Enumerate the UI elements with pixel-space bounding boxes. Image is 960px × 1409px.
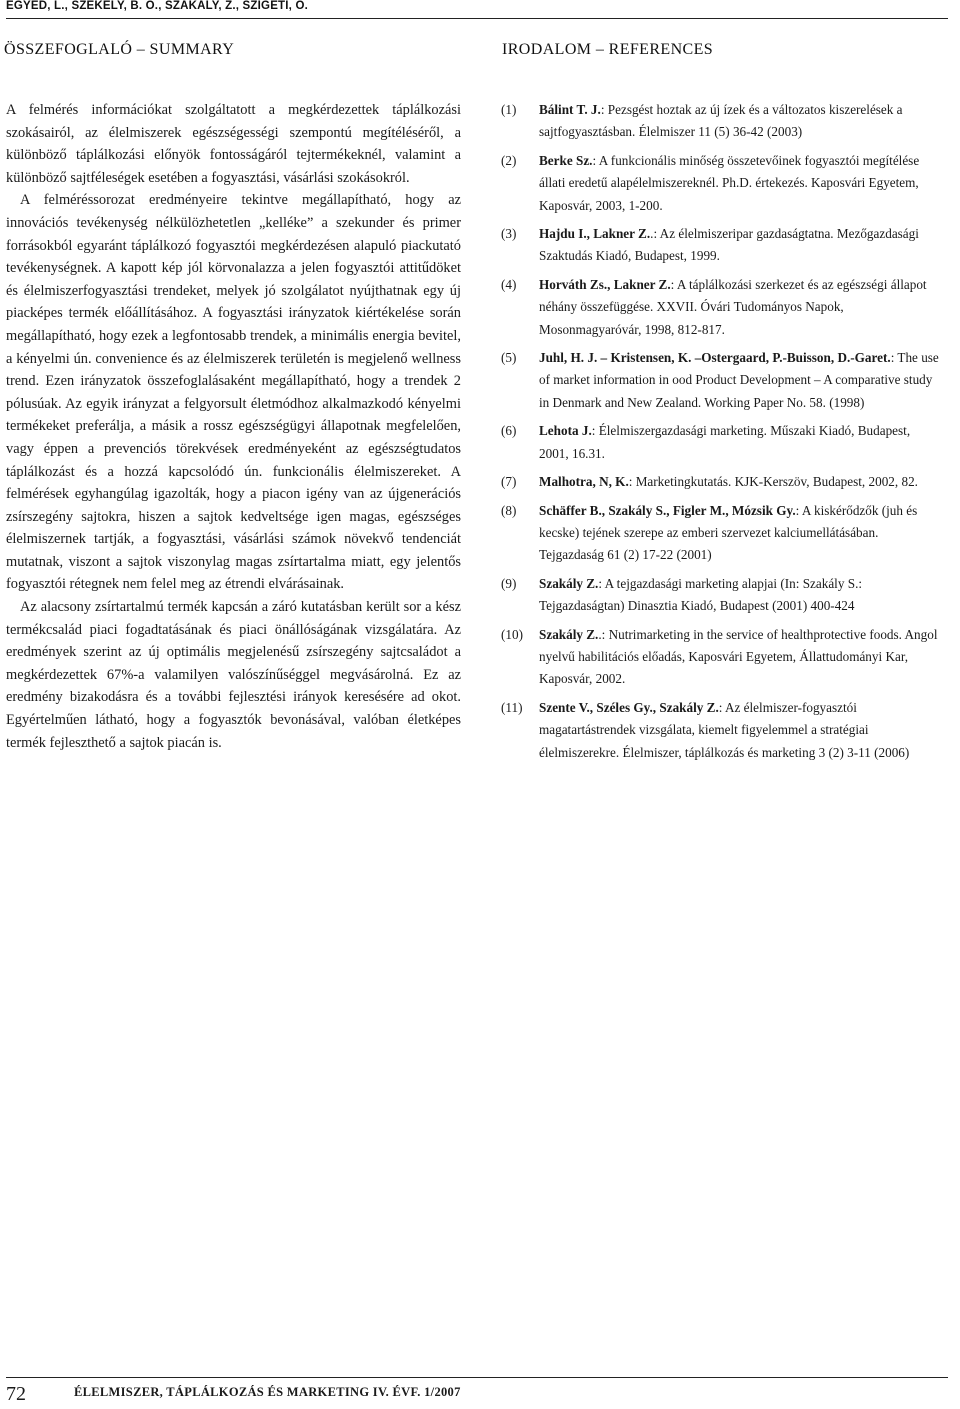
reference-body (539, 150, 941, 217)
summary-paragraph: Az alacsony zsírtartalmú termék kapcsán a záró kutatásban került sor a kész termékcsalád piaci fogadtatásának és piaci önállóságának vizsgálatára. Az eredmények szerint az új optimális megjelenésű zsírszegény sajtcsaládot a megkérdezettek 67%-a valamilyen valószínűséggel megvásárolná. Ez az eredmény bizakodásra és a további fejlesztési irányok keresésére ad okot. Egyértelműen látható, hogy a fogyasztók bevonásával, valóban életképes termék fejleszthető a sajtok piacán is. (6, 599, 461, 751)
reference-body (539, 347, 941, 414)
reference-text: : Pezsgést hoztak az új ízek és a változatos kiszerelések a sajtfogyasztásban. Élelmiszer 11 (5) 36-42 (2003) (539, 102, 903, 140)
header-rule (6, 18, 948, 19)
reference-item (501, 99, 941, 144)
reference-number: (7) (501, 474, 517, 490)
reference-body (539, 471, 941, 493)
reference-text: : A táplálkozási szerkezet és az egészségi állapot néhány összefüggése. XXVII. Óvári Tudományos Napok, Mosonmagyaróvár, 1998, 812-817. (539, 276, 927, 337)
reference-text: : Marketingkutatás. KJK-Kerszöv, Budapest, 2002, 82. (628, 474, 918, 490)
summary-paragraph: A felmérés információkat szolgáltatott a megkérdezettek táplálkozási szokásairól, az élelmiszerek egészségességi szempontú megítéléséről, a különböző táplálkozási előnyök fontosságáról tejtermékeknél, valamint a különböző sajtféleségek esetében a fogyasztási, vásárlási szokásokról. (6, 102, 461, 186)
reference-number: (5) (501, 350, 517, 366)
reference-number: (2) (501, 152, 517, 168)
summary-paragraph: A felméréssorozat eredményeire tekintve megállapítható, hogy az innovációs tevékenység nélkülözhetetlen „kelléke” a szekunder és primer forrásokból egyaránt táplálkozó fogyasztói megkérdezésen alapuló piackutató tevékenységnek. A kapott kép jól körvonalazza a jelen fogyasztói attitűdöket és élelmiszerfogyasztási trendeket, melyek jó szolgálatot nyújthatnak egy új piacképes termék előállításához. A fogyasztási irányzatok kiértékelése során megállapítható, hogy ezek a legfontosabb trendek, a minimális energia bevitel, a kényelmi ún. convenience és az élelmiszerek területén is megjelenő wellness trend. Ezen irányzatok összefoglalásaként megállapítható, hogy a trendek 2 pólusúak. Az egyik irányzat a felgyorsult életmódhoz alkalmazkodó kényelmi termékeket preferálja, a másik a rossz egészségügyi állapotnak megfelelően, vagy éppen a prevenciós törekvések eredményeként az egészségtudatos táplálkozást és a hozzá kapcsolódó ún. funkcionális élelmiszereket. A felmérések egyhangúlag igazolták, hogy a piacon igény van az újgenerációs zsírszegény sajtokra, hiszen a sajtok kedveltsége igen magas, egészséges élelmiszernek tartják, a fogyasztási, vásárlási számok növekvő tendenciát mutatnak, viszont a sajtok viszonylag magas zsírtartalma miatt, egy jelentős fogyasztói rétegnek nem felel meg az étrendi elvárásainak. (6, 192, 461, 593)
reference-item (501, 624, 941, 691)
reference-authors: Szakály Z. (539, 626, 599, 642)
reference-body (539, 223, 941, 268)
reference-authors: Horváth Zs., Lakner Z. (539, 276, 671, 292)
reference-number: (3) (501, 226, 517, 242)
reference-text: : Élelmiszergazdasági marketing. Műszaki Kiadó, Budapest, 2001, 16.31. (539, 423, 911, 461)
reference-body (539, 624, 941, 691)
reference-item (501, 274, 941, 341)
references-title: IRODALOM – REFERENCES (502, 41, 714, 58)
reference-authors: Szakály Z. (539, 575, 599, 591)
reference-item (501, 697, 941, 764)
reference-item (501, 471, 941, 493)
reference-item (501, 420, 941, 465)
reference-authors: Lehota J. (539, 423, 592, 439)
reference-number: (11) (501, 699, 523, 715)
reference-number: (8) (501, 502, 517, 518)
journal-footer: ÉLELMISZER, TÁPLÁLKOZÁS ÉS MARKETING IV. ÉVF. 1/2007 (74, 1385, 461, 1399)
reference-text: .: Nutrimarketing in the service of healthprotective foods. Angol nyelvű habilitációs előadás, Kaposvári Egyetem, Állattudományi Kar, Kaposvár, 2002. (539, 626, 938, 687)
summary-title: ÖSSZEFOGLALÓ – SUMMARY (4, 41, 235, 58)
reference-item (501, 347, 941, 414)
reference-body (539, 274, 941, 341)
reference-text: : A kiskérődzők (juh és kecske) tejének szerepe az emberi szervezet kalciumellátásában. Tejgazdaság 61 (2) 17-22 (2001) (539, 502, 918, 563)
reference-number: (6) (501, 423, 517, 439)
reference-text: : The use of market information in ood Product Development – A comparative study in Denmark and New Zealand. Working Paper No. 58. (1998) (539, 350, 939, 410)
reference-text: : A tejgazdasági marketing alapjai (In: Szakály S.: Tejgazdaságtan) Dinasztia Kiadó, Budapest (2001) 400-424 (539, 575, 863, 614)
reference-text: .: Az élelmiszeripar gazdaságtatna. Mezőgazdasági Szaktudás Kiadó, Budapest, 1999. (539, 226, 919, 264)
reference-number: (9) (501, 575, 517, 591)
reference-text: : Az élelmiszer-fogyasztói magatartástrendek vizsgálata, kiemelt figyelemmel a stratégiai élelmiszerekre. Élelmiszer, táplálkozás és marketing 3 (2) 3-11 (2006) (539, 699, 910, 760)
reference-authors: Berke Sz. (539, 152, 593, 168)
reference-authors: Juhl, H. J. – Kristensen, K. –Ostergaard, P.-Buisson, D.-Garet. (539, 350, 891, 366)
page-number: 72 (6, 1383, 26, 1405)
reference-item (501, 500, 941, 567)
reference-item (501, 150, 941, 217)
reference-authors: Szente V., Széles Gy., Szakály Z. (539, 699, 719, 715)
reference-item (501, 573, 941, 618)
reference-authors: Bálint T. J. (539, 102, 601, 117)
reference-body (539, 573, 941, 618)
reference-body (539, 99, 941, 144)
reference-number: (1) (501, 102, 517, 117)
reference-body (539, 420, 941, 465)
reference-number: (4) (501, 276, 517, 292)
reference-authors: Hajdu I., Lakner Z. (539, 226, 651, 242)
reference-body (539, 697, 941, 764)
summary-body (6, 99, 461, 754)
reference-authors: Schäffer B., Szakály S., Figler M., Mózsik Gy. (539, 502, 796, 518)
reference-item (501, 223, 941, 268)
reference-list (501, 99, 941, 770)
reference-text: : A funkcionális minőség összetevőinek fogyasztói megítélése állati eredetű alapélelmiszereknél. Ph.D. értekezés. Kaposvári Egyetem, Kaposvár, 2003, 1-200. (539, 152, 920, 213)
footer-rule (6, 1377, 948, 1378)
reference-number: (10) (501, 626, 523, 642)
reference-authors: Malhotra, N, K. (539, 474, 629, 490)
running-head: EGYED, L., SZÉKELY, B. O., SZAKÁLY, Z., SZIGETI, O. (6, 0, 309, 12)
reference-body (539, 500, 941, 567)
